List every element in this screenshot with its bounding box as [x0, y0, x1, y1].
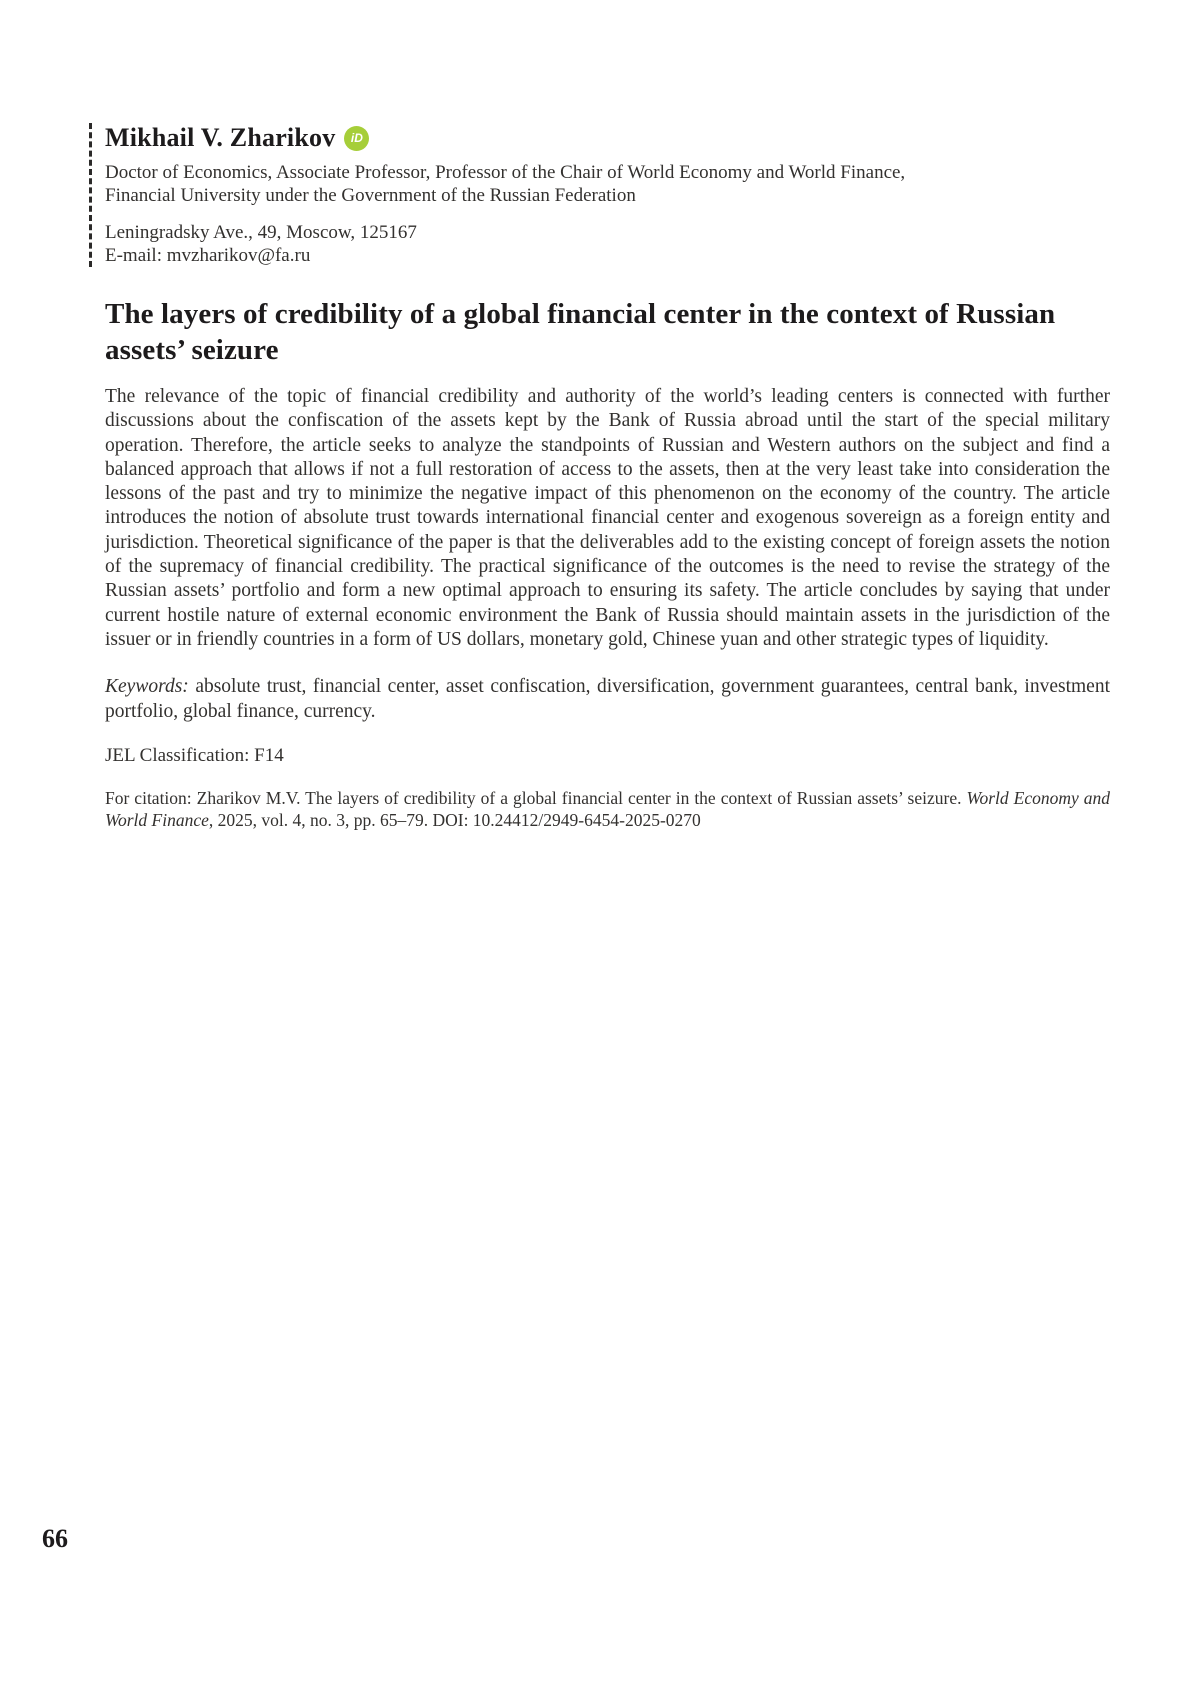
author-address: Leningradsky Ave., 49, Moscow, 125167	[105, 222, 417, 243]
article-abstract: The relevance of the topic of financial credibility and authority of the world’s leading centers is connected with further discussions about the confiscation of the assets kept by the Bank of Russia abroad until the start of the special military operation. Therefore, the article seeks to analyze the standpoints of Russian and Western authors on the subject and find a balanced approach that allows if not a full restoration of access to the assets, then at the very least take into consideration the lessons of the past and try to minimize the negative impact of this phenomenon on the economy of the country. The article introduces the notion of absolute trust towards international financial center and exogenous sovereign as a foreign entity and jurisdiction. Theoretical significance of the paper is that the deliverables add to the existing concept of foreign assets the notion of the supremacy of financial credibility. The practical significance of the outcomes is the need to revise the strategy of the Russian assets’ portfolio and form a new optimal approach to ensuring its safety. The article concludes by saying that under current hostile nature of external economic environment the Bank of Russia should maintain assets in the jurisdiction of the issuer or in friendly countries in a form of US dollars, monetary gold, Chinese yuan and other strategic types of liquidity.	[105, 386, 1110, 650]
citation-suffix: , 2025, vol. 4, no. 3, pp. 65–79. DOI: 10.24412/2949-6454-2025-0270	[208, 809, 701, 830]
citation-journal-name: World Economy and World Finance	[105, 787, 1110, 830]
author-block	[89, 123, 1110, 267]
citation-block	[105, 787, 1110, 831]
orcid-icon[interactable]: iD	[344, 126, 369, 151]
article-keywords	[105, 675, 1110, 724]
affiliation-line-2: Financial University under the Government of the Russian Federation	[105, 184, 636, 206]
author-email: E-mail: mvzharikov@fa.ru	[105, 245, 311, 266]
author-name-row	[105, 123, 1110, 153]
author-name: Mikhail V. Zharikov	[105, 123, 336, 152]
author-affiliation	[105, 162, 1110, 207]
page-number: 66	[42, 1524, 68, 1553]
keywords-text: absolute trust, financial center, asset confiscation, diversification, government guarantees, central bank, investment portfolio, global finance, currency.	[105, 676, 1110, 722]
page-content	[105, 123, 1110, 831]
jel-classification: JEL Classification: F14	[105, 744, 284, 766]
affiliation-line-1: Doctor of Economics, Associate Professor, Professor of the Chair of World Economy and World Finance,	[105, 162, 906, 183]
citation-prefix: For citation: Zharikov M.V. The layers of credibility of a global financial center in the context of Russian assets’ seizure.	[105, 787, 967, 808]
article-title: The layers of credibility of a global financial center in the context of Russian assets’ seizure	[105, 298, 1056, 366]
keywords-label: Keywords:	[105, 676, 189, 698]
